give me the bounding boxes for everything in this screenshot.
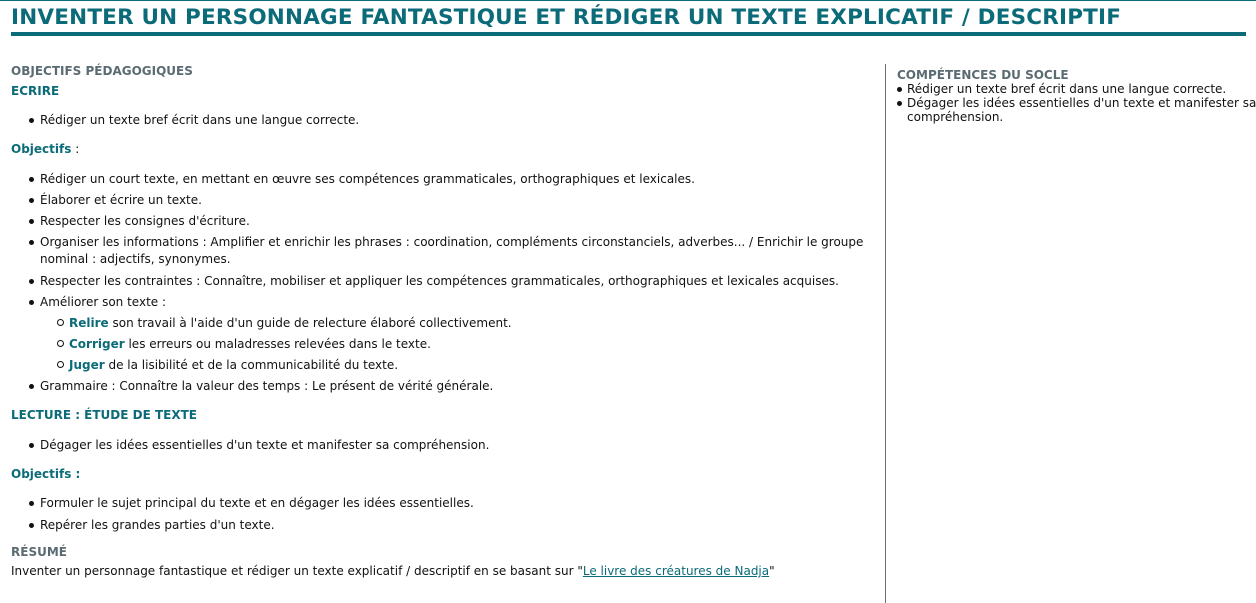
list-item: Dégager les idées essentielles d'un texte et manifester sa compréhension. bbox=[40, 437, 489, 454]
list-item: Rédiger un court texte, en mettant en œuvre ses compétences grammaticales, orthographiques et lexicales. bbox=[40, 171, 695, 188]
resume-heading: RÉSUMÉ bbox=[11, 545, 67, 559]
list-item: Respecter les consignes d'écriture. bbox=[40, 213, 250, 230]
ecrire-heading: ECRIRE bbox=[11, 84, 60, 98]
top-rule bbox=[0, 0, 1256, 1]
sidebar bbox=[885, 64, 1256, 603]
sidebar-heading: COMPÉTENCES DU SOCLE bbox=[897, 68, 1069, 82]
page-title: INVENTER UN PERSONNAGE FANTASTIQUE ET RÉDIGER UN TEXTE EXPLICATIF / DESCRIPTIF bbox=[11, 5, 1122, 30]
list-item: Repérer les grandes parties d'un texte. bbox=[40, 517, 275, 534]
list-item: Organiser les informations : Amplifier et enrichir les phrases : coordination, compléments circonstanciels, adverbes... / Enrichir le groupe nominal : adjectifs, synonymes. bbox=[40, 234, 880, 268]
list-item: Grammaire : Connaître la valeur des temps : Le présent de vérité générale. bbox=[40, 378, 493, 395]
resume-text: Inventer un personnage fantastique et rédiger un texte explicatif / descriptif en se basant sur "Le livre des créatures de Nadja" bbox=[11, 564, 775, 578]
list-item: Formuler le sujet principal du texte et en dégager les idées essentielles. bbox=[40, 495, 474, 512]
title-underline bbox=[11, 32, 1246, 36]
list-item: Élaborer et écrire un texte. bbox=[40, 192, 202, 209]
sub-list-item: Juger de la lisibilité et de la communicabilité du texte. bbox=[69, 357, 398, 374]
objectifs-heading: OBJECTIFS PÉDAGOGIQUES bbox=[11, 64, 193, 78]
sub-list-item: Corriger les erreurs ou maladresses relevées dans le texte. bbox=[69, 336, 431, 353]
sub-list-item: Relire son travail à l'aide d'un guide de relecture élaboré collectivement. bbox=[69, 315, 512, 332]
list-item: Respecter les contraintes : Connaître, mobiliser et appliquer les compétences grammaticales, orthographiques et lexicales acquises. bbox=[40, 273, 839, 290]
ecrire-objectifs-label: Objectifs : bbox=[11, 142, 80, 156]
bullet-circle bbox=[57, 319, 64, 326]
lecture-heading: LECTURE : ÉTUDE DE TEXTE bbox=[11, 408, 197, 422]
lecture-objectifs-label: Objectifs : bbox=[11, 467, 81, 481]
sidebar-item: Dégager les idées essentielles d'un texte et manifester sa compréhension. bbox=[907, 96, 1256, 124]
list-item: Rédiger un texte bref écrit dans une langue correcte. bbox=[40, 112, 359, 129]
book-link[interactable]: Le livre des créatures de Nadja bbox=[582, 564, 770, 578]
sidebar-item: Rédiger un texte bref écrit dans une langue correcte. bbox=[907, 82, 1256, 96]
list-item: Améliorer son texte : bbox=[40, 294, 166, 311]
bullet-dot bbox=[29, 118, 34, 123]
